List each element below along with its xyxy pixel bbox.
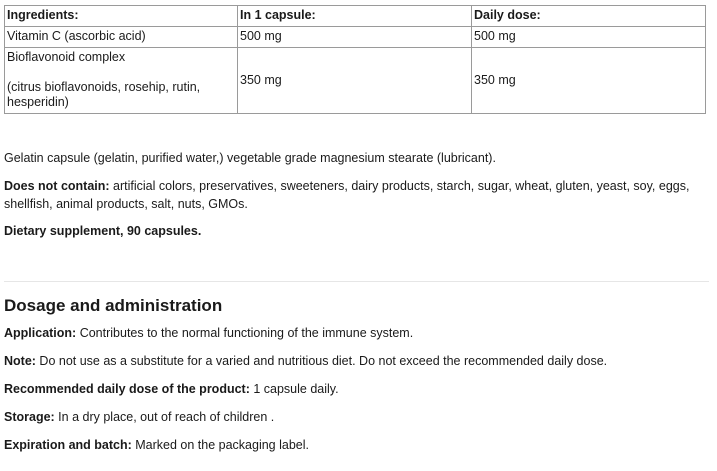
ingredient-name-cell [5, 48, 238, 114]
dosage-item-text: Marked on the packaging label. [131, 438, 309, 452]
does-not-contain [4, 177, 713, 213]
dosage-item-daily-dose [4, 380, 713, 398]
table-header-row [5, 6, 706, 27]
dosage-item-text: Contributes to the normal functioning of the immune system. [76, 326, 414, 340]
dosage-heading: Dosage and administration [4, 296, 223, 315]
table-row [5, 27, 706, 48]
ingredient-per-capsule: 350 mg [238, 48, 472, 114]
ingredient-name: Vitamin C (ascorbic acid) [5, 27, 238, 48]
composition-text: Gelatin capsule (gelatin, purified water,) vegetable grade magnesium stearate (lubricant). [4, 151, 496, 165]
ingredient-detail: (citrus bioflavonoids, rosehip, rutin, hesperidin) [7, 80, 201, 109]
header-ingredients: Ingredients: [5, 6, 238, 27]
dosage-item-label: Storage: [4, 410, 55, 424]
dosage-item-note [4, 352, 713, 370]
does-not-contain-label: Does not contain: [4, 179, 110, 193]
ingredient-per-capsule: 500 mg [238, 27, 472, 48]
ingredient-daily: 350 mg [472, 48, 706, 114]
dosage-item-expiration [4, 436, 713, 454]
section-divider [4, 281, 709, 282]
dosage-item-text: In a dry place, out of reach of children . [54, 410, 275, 424]
does-not-contain-text: artificial colors, preservatives, sweeteners, dairy products, starch, sugar, wheat, gluten, yeast, soy, eggs, shellfish, animal products, salt, nuts, GMOs. [4, 179, 690, 211]
dosage-item-text: Do not use as a substitute for a varied and nutritious diet. Do not exceed the recommended daily dose. [35, 354, 608, 368]
ingredients-table [4, 5, 706, 114]
ingredient-name: Bioflavonoid complex [7, 50, 126, 64]
dosage-item-label: Application: [4, 326, 77, 340]
dosage-item-label: Expiration and batch: [4, 438, 132, 452]
dosage-item-application [4, 324, 713, 342]
dosage-list [4, 324, 713, 454]
dosage-item-label: Recommended daily dose of the product: [4, 382, 250, 396]
table-row [5, 48, 706, 114]
ingredient-daily: 500 mg [472, 27, 706, 48]
dosage-item-text: 1 capsule daily. [249, 382, 339, 396]
header-per-capsule: In 1 capsule: [238, 6, 472, 27]
supplement-note: Dietary supplement, 90 capsules. [4, 224, 202, 238]
dosage-item-storage [4, 408, 713, 426]
header-daily-dose: Daily dose: [472, 6, 706, 27]
dosage-item-label: Note: [4, 354, 36, 368]
